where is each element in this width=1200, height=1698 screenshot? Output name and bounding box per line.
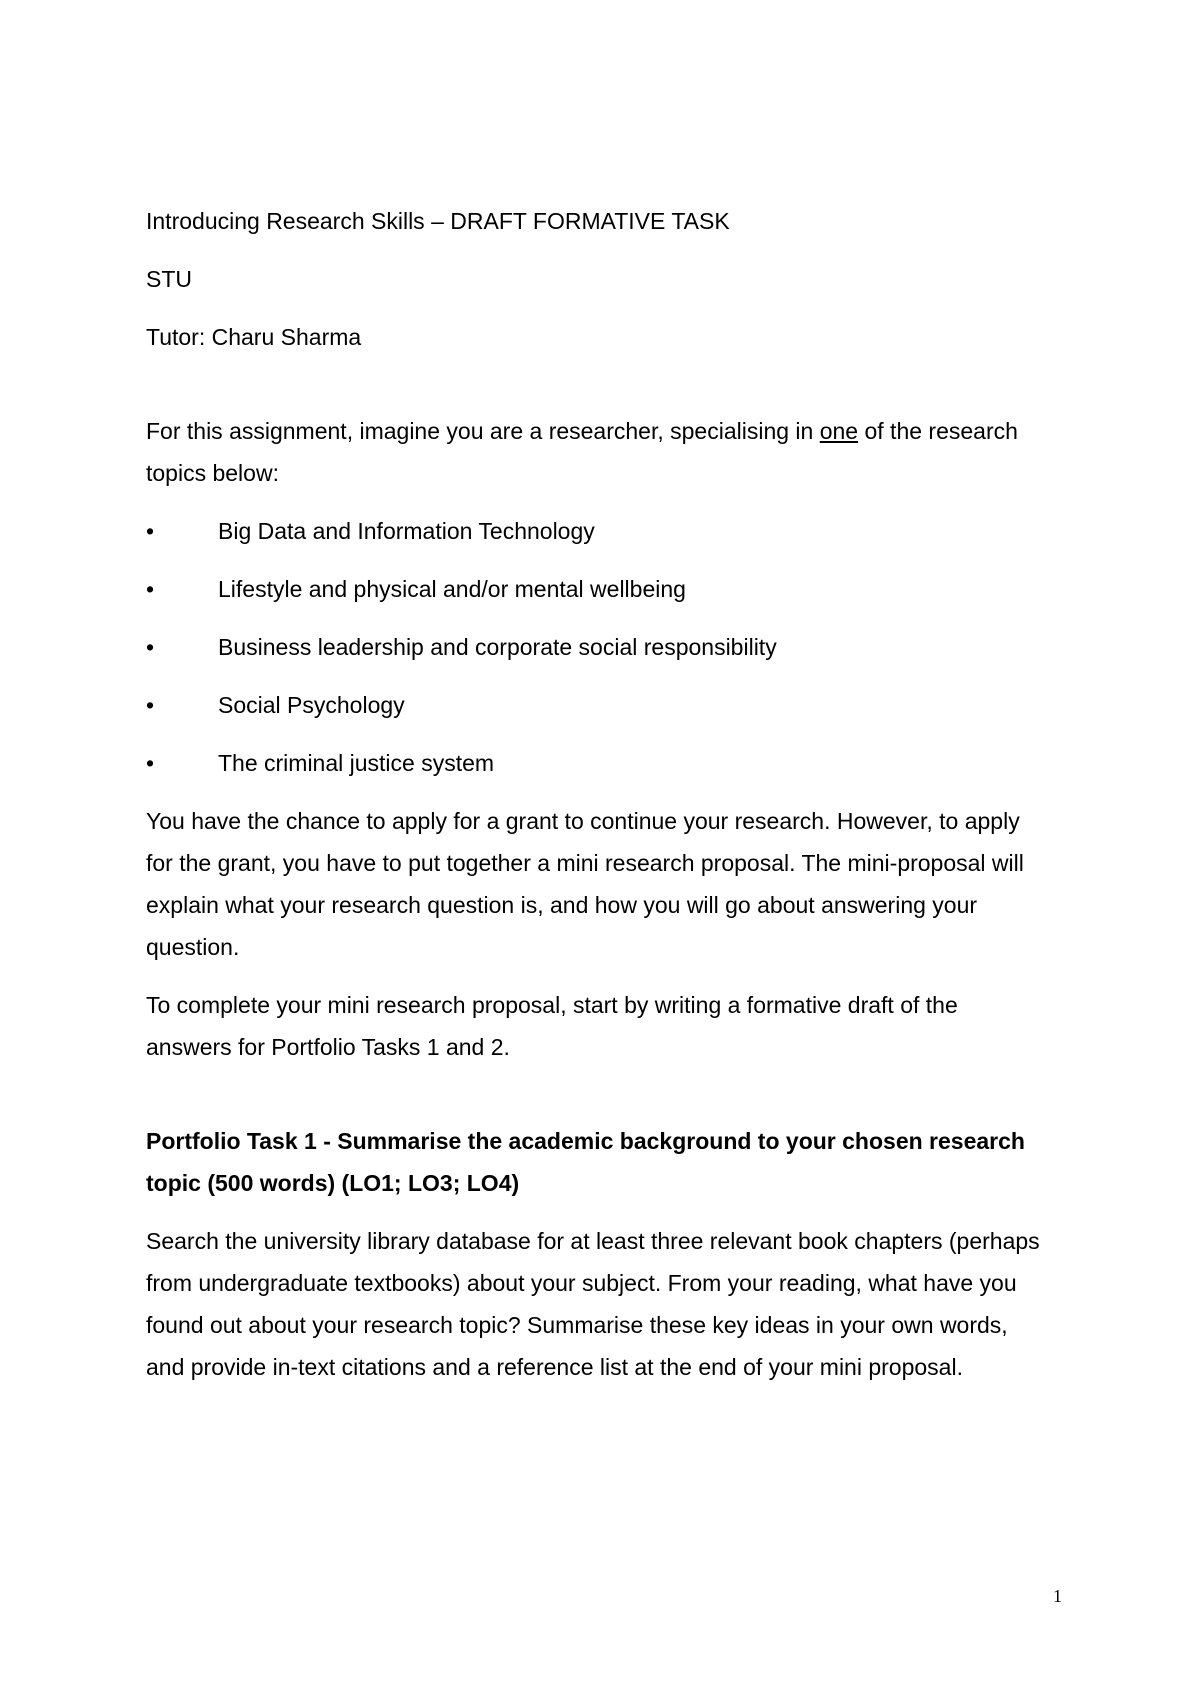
page-number: 1: [1053, 1586, 1062, 1606]
document-body: [146, 200, 1046, 1404]
bullet-icon: •: [146, 750, 155, 776]
student-line: STU: [146, 266, 192, 292]
intro-emphasis: one: [819, 418, 859, 444]
topic-label: Lifestyle and physical and/or mental wellbeing: [218, 576, 686, 602]
topic-label: Big Data and Information Technology: [218, 518, 595, 544]
intro-text-before: For this assignment, imagine you are a researcher, specialising in: [146, 418, 820, 444]
bullet-icon: •: [146, 518, 155, 544]
bullet-icon: •: [146, 634, 155, 660]
topic-label: The criminal justice system: [218, 750, 495, 776]
topic-label: Business leadership and corporate social responsibility: [218, 634, 777, 660]
topic-item: [146, 626, 1046, 668]
task1-body: Search the university library database for at least three relevant book chapters (perhaps from undergraduate textbooks) about your subject. From your reading, what have you found out about your research topic? Summarise these key ideas in your own words, and provide in-text citations and a reference list at the end of your mini proposal.: [146, 1228, 1040, 1380]
bullet-icon: •: [146, 692, 155, 718]
bullet-icon: •: [146, 576, 155, 602]
draft-paragraph: To complete your mini research proposal, start by writing a formative draft of the answers for Portfolio Tasks 1 and 2.: [146, 992, 958, 1060]
topic-item: [146, 568, 1046, 610]
topic-item: [146, 742, 1046, 784]
tutor-line: Tutor: Charu Sharma: [146, 324, 362, 350]
topic-item: [146, 510, 1046, 552]
task1-heading: Portfolio Task 1 - Summarise the academic background to your chosen research topic (500 words) (LO1; LO3; LO4): [146, 1128, 1025, 1196]
topic-item: [146, 684, 1046, 726]
topic-list: [146, 510, 1046, 784]
topic-label: Social Psychology: [218, 692, 405, 718]
grant-paragraph: You have the chance to apply for a grant to continue your research. However, to apply for the grant, you have to put together a mini research proposal. The mini-proposal will explain what your research question is, and how you will go about answering your question.: [146, 808, 1024, 960]
intro-paragraph: [146, 410, 1046, 494]
document-title: Introducing Research Skills – DRAFT FORMATIVE TASK: [146, 208, 730, 234]
intro-text-after: of the research topics below:: [146, 418, 1018, 486]
